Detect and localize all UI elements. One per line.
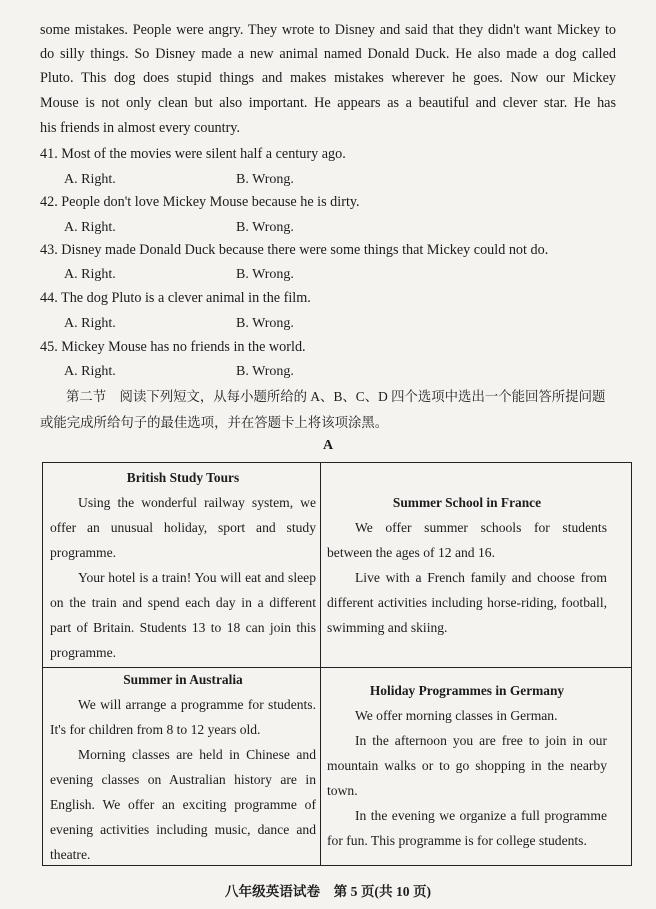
passage-line: his friends in almost every country. (40, 120, 241, 136)
question-44-stem: 44. The dog Pluto is a clever animal in the film. (40, 290, 311, 306)
ad-title: British Study Tours (126, 470, 240, 485)
ad-paragraph: We offer summer schools for students between the ages of 12 and 16. (327, 520, 607, 560)
page-footer: 八年级英语试卷 第 5 页(共 10 页) (224, 884, 432, 899)
ad-paragraph: We will arrange a programme for students. It's for children from 8 to 12 years old. (50, 697, 316, 737)
passage-line: Mouse is not only clean but also important. He appears as a beautiful and clever star. He has (40, 95, 616, 111)
question-44-option-a[interactable]: A. Right. (64, 316, 116, 331)
ad-british-study-tours (50, 465, 316, 665)
passage-line: do silly things. So Disney made a new animal named Donald Duck. He also made a dog called (40, 46, 616, 62)
question-41-option-a[interactable]: A. Right. (64, 172, 116, 187)
question-45-option-b[interactable]: B. Wrong. (236, 364, 294, 379)
ad-title: Summer School in France (392, 495, 542, 510)
question-42-option-b[interactable]: B. Wrong. (236, 220, 294, 235)
ad-paragraph: Your hotel is a train! You will eat and sleep on the train and spend each day in a different part of Britain. Students 13 to 18 can join this programme. (50, 570, 316, 660)
question-45-stem: 45. Mickey Mouse has no friends in the world. (40, 339, 306, 355)
question-42-stem: 42. People don't love Mickey Mouse because he is dirty. (40, 194, 360, 210)
ad-title: Summer in Australia (123, 672, 243, 687)
passage-line: some mistakes. People were angry. They wrote to Disney and said that they didn't want Mickey to (40, 22, 616, 38)
question-45-option-a[interactable]: A. Right. (64, 364, 116, 379)
question-41-stem: 41. Most of the movies were silent half a century ago. (40, 146, 346, 162)
ad-paragraph: In the afternoon you are free to join in our mountain walks or to go shopping in the nearby town. (327, 733, 607, 798)
passage-line: Pluto. This dog does stupid things and makes mistakes wherever he goes. Now our Mickey (40, 70, 616, 86)
ad-holiday-programmes-germany (327, 678, 607, 853)
ad-paragraph: Using the wonderful railway system, we offer an unusual holiday, sport and study programme. (50, 495, 316, 560)
section-instructions-line1: 第二节 阅读下列短文，从每小题所给的 A、B、C、D 四个选项中选出一个能回答所提问题 (66, 389, 606, 404)
question-42-option-a[interactable]: A. Right. (64, 220, 116, 235)
ad-paragraph: Live with a French family and choose from different activities including horse-riding, football, swimming and skiing. (327, 570, 607, 635)
ad-paragraph: Morning classes are held in Chinese and evening classes on Australian history are in English. We offer an exciting programme of evening activities including music, dance and theatre. (50, 747, 316, 862)
question-43-option-b[interactable]: B. Wrong. (236, 267, 294, 282)
question-43-stem: 43. Disney made Donald Duck because there were some things that Mickey could not do. (40, 242, 549, 258)
question-41-option-b[interactable]: B. Wrong. (236, 172, 294, 187)
ad-summer-in-australia (50, 667, 316, 867)
passage-label: A (322, 438, 334, 453)
ad-paragraph: We offer morning classes in German. (355, 708, 558, 723)
ad-summer-school-france (327, 490, 607, 640)
question-44-option-b[interactable]: B. Wrong. (236, 316, 294, 331)
table-divider-vertical (320, 462, 321, 866)
ad-paragraph: In the evening we organize a full programme for fun. This programme is for college students. (327, 808, 607, 848)
ad-title: Holiday Programmes in Germany (369, 683, 565, 698)
question-43-option-a[interactable]: A. Right. (64, 267, 116, 282)
section-instructions-line2: 或能完成所给句子的最佳选项，并在答题卡上将该项涂黑。 (40, 415, 389, 430)
